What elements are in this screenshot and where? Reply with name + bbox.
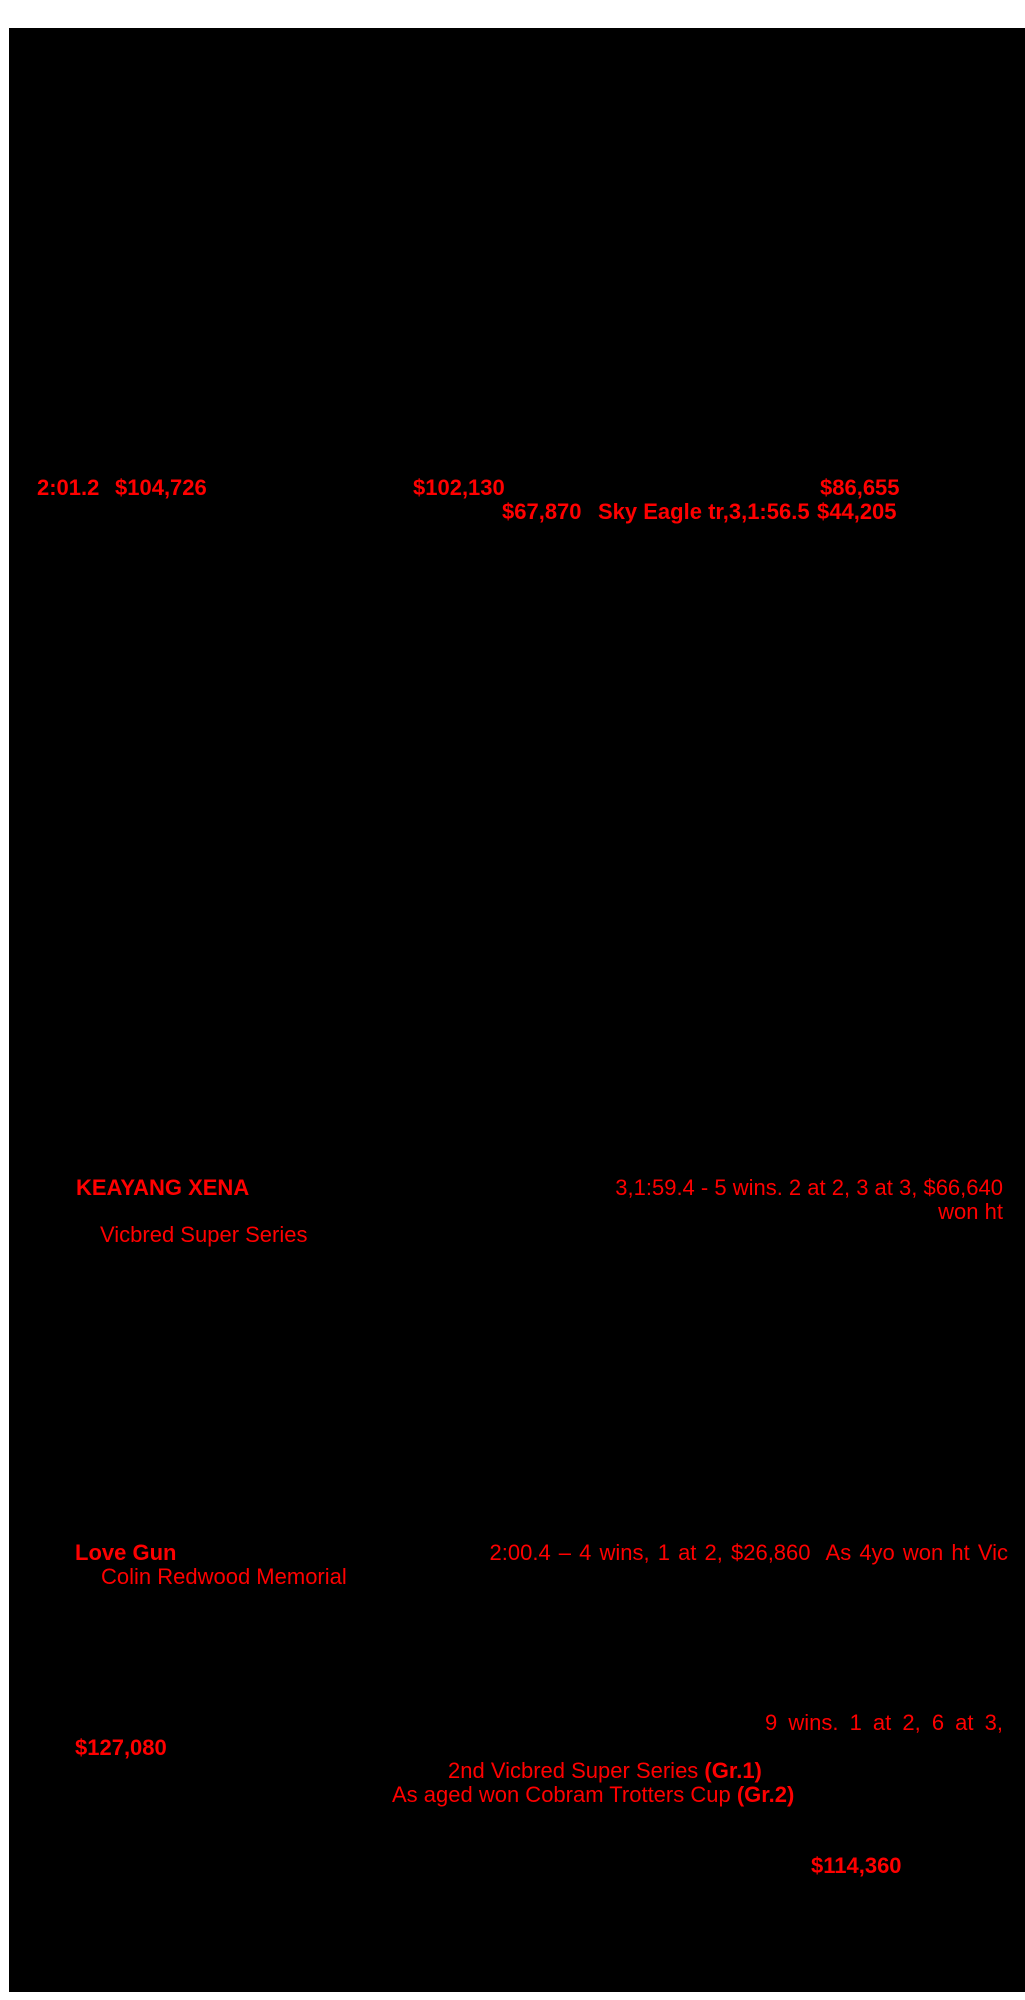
sire-stat-horse-record: Sky Eagle tr,3,1:56.5 bbox=[598, 499, 810, 524]
keayang-xena-record: 3,1:59.4 - 5 wins. 2 at 2, 3 at 3, $66,640 bbox=[615, 1175, 1003, 1200]
fourth-horse-earnings: $114,360 bbox=[811, 1853, 902, 1878]
keayang-xena-record-continuation: won ht bbox=[938, 1199, 1003, 1224]
love-gun-record: 2:00.4 – 4 wins, 1 at 2, $26,860 As 4yo won ht Vic bbox=[489, 1540, 1008, 1565]
horse-name-love-gun: Love Gun bbox=[75, 1540, 177, 1565]
third-horse-placing-text: 2nd Vicbred Super Series bbox=[448, 1758, 705, 1783]
third-horse-record-fragment: 9 wins. 1 at 2, 6 at 3, bbox=[764, 1710, 1003, 1735]
third-horse-aged-win-grade: (Gr.2) bbox=[736, 1782, 795, 1807]
sire-stat-earnings-2: $102,130 bbox=[413, 475, 505, 500]
keayang-xena-race: Vicbred Super Series bbox=[100, 1222, 308, 1247]
sire-stat-earnings-3: $86,655 bbox=[820, 475, 900, 500]
horse-name-keayang-xena: KEAYANG XENA bbox=[76, 1175, 250, 1200]
third-horse-placing bbox=[448, 1760, 762, 1782]
third-horse-placing-grade: (Gr.1) bbox=[704, 1758, 762, 1783]
third-horse-aged-win bbox=[392, 1784, 794, 1806]
sire-stat-earnings-1: $104,726 bbox=[115, 475, 207, 500]
third-horse-aged-win-text: As aged won Cobram Trotters Cup bbox=[392, 1782, 737, 1807]
third-horse-earnings: $127,080 bbox=[75, 1735, 167, 1760]
scanned-page-black-area bbox=[9, 28, 1025, 1992]
love-gun-race: Colin Redwood Memorial bbox=[101, 1564, 347, 1589]
sire-stat-time: 2:01.2 bbox=[37, 475, 100, 500]
sire-stat-earnings-5: $44,205 bbox=[817, 499, 897, 524]
sire-stat-earnings-4: $67,870 bbox=[502, 499, 582, 524]
